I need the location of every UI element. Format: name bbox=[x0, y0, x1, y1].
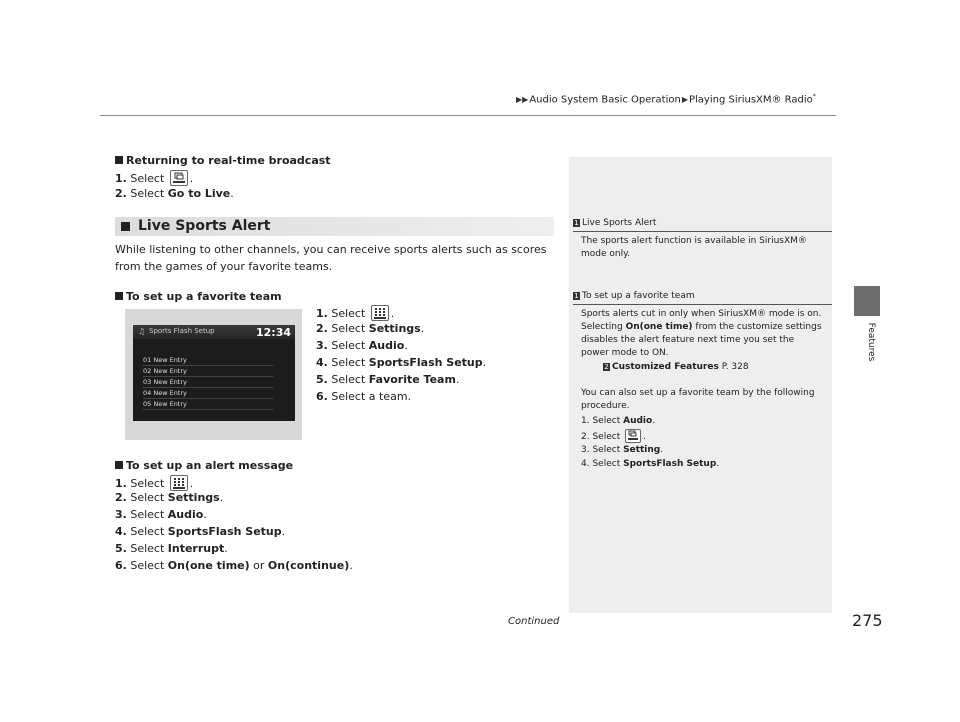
square-bullet-icon bbox=[121, 222, 130, 231]
note-icon: 1 bbox=[574, 292, 579, 300]
chapter-label: Features bbox=[866, 322, 876, 362]
list-item[interactable]: 02 New Entry bbox=[143, 366, 273, 377]
note-body: Sports alerts cut in only when SiriusXM® mode is on. Selecting On(one time) from the customize settings disables the alert feature next time you set the power mode to ON. bbox=[581, 309, 822, 358]
step-item: 1. Select . bbox=[316, 307, 395, 320]
list-item[interactable]: 04 New Entry bbox=[143, 388, 273, 399]
note-step: 4. Select SportsFlash Setup. bbox=[581, 459, 720, 469]
screen-clock: 12:34 bbox=[255, 326, 291, 339]
section-header bbox=[115, 217, 554, 236]
step-item: 5. Select Favorite Team. bbox=[316, 373, 460, 386]
note-divider bbox=[573, 304, 832, 305]
subheading-returning: Returning to real-time broadcast bbox=[115, 154, 331, 167]
note-step: 2. Select . bbox=[581, 429, 646, 444]
footnote-mark: * bbox=[812, 93, 816, 100]
section-title: Live Sports Alert bbox=[138, 218, 271, 234]
breadcrumb-item[interactable]: Audio System Basic Operation bbox=[529, 94, 681, 106]
cross-reference[interactable]: 2 Customized Features P. 328 bbox=[604, 362, 749, 372]
step-item: 1. Select . bbox=[115, 477, 194, 490]
square-bullet-icon bbox=[115, 156, 123, 164]
menu-icon[interactable] bbox=[170, 170, 188, 186]
note-divider bbox=[573, 231, 832, 232]
screen-title: Sports Flash Setup bbox=[149, 327, 215, 335]
step-item: 4. Select SportsFlash Setup. bbox=[316, 356, 487, 369]
home-icon[interactable] bbox=[170, 475, 188, 491]
menu-icon[interactable] bbox=[625, 429, 641, 443]
step-item: 4. Select SportsFlash Setup. bbox=[115, 525, 286, 538]
arrow-icon: ▶ bbox=[681, 95, 688, 105]
note-icon: 1 bbox=[574, 219, 579, 227]
step-item: 1. Select . bbox=[115, 172, 194, 185]
breadcrumb-item[interactable]: Playing SiriusXM® Radio bbox=[688, 94, 813, 106]
list-item[interactable]: 01 New Entry bbox=[143, 355, 273, 366]
note-title: 1 To set up a favorite team bbox=[574, 291, 695, 301]
reference-icon: 2 bbox=[604, 363, 609, 371]
home-icon[interactable] bbox=[371, 305, 389, 321]
square-bullet-icon bbox=[115, 461, 123, 469]
breadcrumb bbox=[515, 93, 816, 105]
list-item[interactable]: 05 New Entry bbox=[143, 399, 273, 410]
step-item: 2. Select Settings. bbox=[115, 491, 224, 504]
header-divider bbox=[100, 115, 836, 116]
step-item: 3. Select Audio. bbox=[316, 339, 408, 352]
step-item: 2. Select Settings. bbox=[316, 322, 425, 335]
step-item: 5. Select Interrupt. bbox=[115, 542, 228, 555]
subheading-alert-message: To set up an alert message bbox=[115, 459, 293, 472]
square-bullet-icon bbox=[115, 292, 123, 300]
intro-paragraph: While listening to other channels, you can receive sports alerts such as scores from the games of your favorite teams. bbox=[115, 243, 547, 273]
note-step: 1. Select Audio. bbox=[581, 416, 656, 426]
subheading-favorite-team: To set up a favorite team bbox=[115, 290, 282, 303]
step-item: 6. Select a team. bbox=[316, 390, 412, 403]
audio-screen bbox=[133, 325, 295, 421]
list-item[interactable]: 03 New Entry bbox=[143, 377, 273, 388]
continued-label: Continued bbox=[508, 616, 560, 627]
step-item: 2. Select Go to Live. bbox=[115, 187, 234, 200]
step-item: 3. Select Audio. bbox=[115, 508, 207, 521]
music-note-icon: ♫ bbox=[138, 327, 146, 336]
note-title: 1 Live Sports Alert bbox=[574, 218, 657, 228]
step-item: 6. Select On(one time) or On(continue). bbox=[115, 559, 353, 572]
note-step: 3. Select Setting. bbox=[581, 445, 664, 455]
double-arrow-icon: ▶▶ bbox=[516, 95, 529, 105]
note-text: You can also set up a favorite team by the following procedure. bbox=[581, 388, 815, 411]
page-number: 275 bbox=[852, 611, 883, 630]
note-text: The sports alert function is available in SiriusXM® mode only. bbox=[581, 236, 807, 259]
